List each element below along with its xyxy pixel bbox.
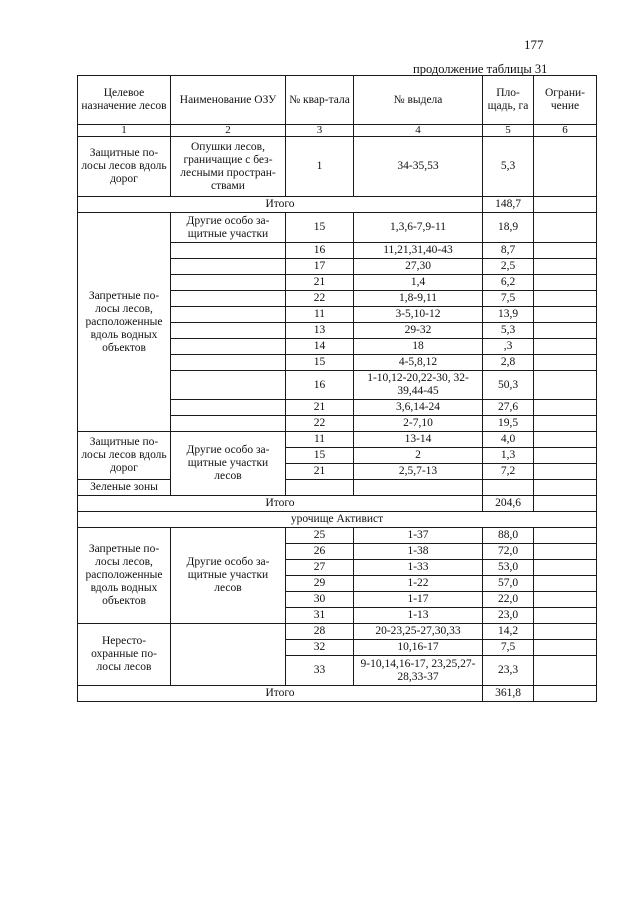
tract-name: урочище Активист	[78, 512, 597, 528]
ozu-cell	[171, 371, 286, 400]
vydel-cell: 1,4	[354, 275, 483, 291]
total-row	[78, 686, 597, 702]
restriction-cell	[534, 291, 597, 307]
area-cell: 8,7	[483, 243, 534, 259]
quarter-cell: 11	[286, 307, 354, 323]
table-header-row	[78, 76, 597, 125]
quarter-cell: 31	[286, 608, 354, 624]
vydel-cell: 1-17	[354, 592, 483, 608]
ozu-cell	[171, 259, 286, 275]
area-cell: 18,9	[483, 213, 534, 243]
vydel-cell: 18	[354, 339, 483, 355]
area-cell: 7,5	[483, 291, 534, 307]
ozu-cell: Другие особо за-щитные участки	[171, 213, 286, 243]
restriction-cell	[534, 686, 597, 702]
vydel-cell: 11,21,31,40-43	[354, 243, 483, 259]
area-cell: 53,0	[483, 560, 534, 576]
area-cell: 57,0	[483, 576, 534, 592]
area-cell: 88,0	[483, 528, 534, 544]
header-ozu: Наименование ОЗУ	[171, 76, 286, 125]
area-cell: 7,5	[483, 640, 534, 656]
restriction-cell	[534, 259, 597, 275]
ozu-cell: Опушки лесов, граничащие с без-лесными простран-ствами	[171, 137, 286, 197]
area-cell: 50,3	[483, 371, 534, 400]
restriction-cell	[534, 243, 597, 259]
quarter-cell: 21	[286, 400, 354, 416]
vydel-cell: 1,8-9,11	[354, 291, 483, 307]
area-cell: 23,3	[483, 656, 534, 686]
area-cell: 4,0	[483, 432, 534, 448]
purpose-cell: Защитные по-лосы лесов вдоль дорог	[78, 137, 171, 197]
purpose-cell: Защитные по-лосы лесов вдоль дорог	[78, 432, 171, 480]
vydel-cell: 20-23,25-27,30,33	[354, 624, 483, 640]
header-vydel: № выдела	[354, 76, 483, 125]
area-cell: 5,3	[483, 323, 534, 339]
tract-row	[78, 512, 597, 528]
vydel-cell: 2	[354, 448, 483, 464]
vydel-cell: 10,16-17	[354, 640, 483, 656]
restriction-cell	[534, 137, 597, 197]
page-number: 177	[524, 37, 544, 52]
quarter-cell: 1	[286, 137, 354, 197]
total-label: Итого	[78, 496, 483, 512]
ozu-cell	[171, 355, 286, 371]
quarter-cell: 15	[286, 448, 354, 464]
quarter-cell: 30	[286, 592, 354, 608]
ozu-cell: Другие особо за-щитные участки лесов	[171, 528, 286, 624]
restriction-cell	[534, 608, 597, 624]
restriction-cell	[534, 480, 597, 496]
vydel-cell: 1,3,6-7,9-11	[354, 213, 483, 243]
ozu-cell	[171, 243, 286, 259]
restriction-cell	[534, 416, 597, 432]
total-area: 361,8	[483, 686, 534, 702]
area-cell: 2,5	[483, 259, 534, 275]
vydel-cell: 29-32	[354, 323, 483, 339]
area-cell: 22,0	[483, 592, 534, 608]
area-cell: ,3	[483, 339, 534, 355]
column-number: 6	[534, 125, 597, 137]
restriction-cell	[534, 624, 597, 640]
header-restriction: Ограни-чение	[534, 76, 597, 125]
vydel-cell: 1-10,12-20,22-30, 32-39,44-45	[354, 371, 483, 400]
forest-zones-table	[77, 75, 597, 702]
table-row	[78, 213, 597, 243]
vydel-cell: 4-5,8,12	[354, 355, 483, 371]
vydel-cell: 27,30	[354, 259, 483, 275]
green-zones-label: Зеленые зоны	[78, 480, 171, 496]
header-purpose: Целевое назначение лесов	[78, 76, 171, 125]
restriction-cell	[534, 640, 597, 656]
column-number: 1	[78, 125, 171, 137]
area-cell: 14,2	[483, 624, 534, 640]
quarter-cell: 11	[286, 432, 354, 448]
column-number-row	[78, 125, 597, 137]
quarter-cell: 21	[286, 464, 354, 480]
table-row	[78, 624, 597, 640]
ozu-cell	[171, 291, 286, 307]
ozu-cell	[171, 400, 286, 416]
restriction-cell	[534, 355, 597, 371]
vydel-cell: 9-10,14,16-17, 23,25,27-28,33-37	[354, 656, 483, 686]
area-cell: 19,5	[483, 416, 534, 432]
ozu-cell	[171, 339, 286, 355]
vydel-cell	[354, 480, 483, 496]
restriction-cell	[534, 371, 597, 400]
area-cell: 13,9	[483, 307, 534, 323]
vydel-cell: 1-37	[354, 528, 483, 544]
restriction-cell	[534, 560, 597, 576]
total-label: Итого	[78, 686, 483, 702]
area-cell: 7,2	[483, 464, 534, 480]
ozu-cell	[171, 307, 286, 323]
ozu-cell	[171, 416, 286, 432]
restriction-cell	[534, 400, 597, 416]
quarter-cell: 33	[286, 656, 354, 686]
vydel-cell: 1-13	[354, 608, 483, 624]
quarter-cell: 28	[286, 624, 354, 640]
column-number: 3	[286, 125, 354, 137]
quarter-cell: 29	[286, 576, 354, 592]
quarter-cell: 14	[286, 339, 354, 355]
quarter-cell: 27	[286, 560, 354, 576]
total-area: 148,7	[483, 197, 534, 213]
table-continuation-label: продолжение таблицы 31	[413, 62, 548, 76]
purpose-cell: Запретные по-лосы лесов, расположенные вдоль водных объектов	[78, 528, 171, 624]
area-cell	[483, 480, 534, 496]
quarter-cell: 25	[286, 528, 354, 544]
table-row	[78, 480, 597, 496]
vydel-cell: 2-7,10	[354, 416, 483, 432]
restriction-cell	[534, 656, 597, 686]
quarter-cell: 17	[286, 259, 354, 275]
table-row	[78, 432, 597, 448]
area-cell: 72,0	[483, 544, 534, 560]
restriction-cell	[534, 339, 597, 355]
quarter-cell: 32	[286, 640, 354, 656]
vydel-cell: 2,5,7-13	[354, 464, 483, 480]
restriction-cell	[534, 448, 597, 464]
purpose-cell: Нересто-охранные по-лосы лесов	[78, 624, 171, 686]
restriction-cell	[534, 496, 597, 512]
restriction-cell	[534, 432, 597, 448]
restriction-cell	[534, 528, 597, 544]
quarter-cell: 16	[286, 371, 354, 400]
total-row	[78, 496, 597, 512]
ozu-cell: Другие особо за-щитные участки лесов	[171, 432, 286, 496]
header-area: Пло-щадь, га	[483, 76, 534, 125]
quarter-cell: 22	[286, 416, 354, 432]
quarter-cell	[286, 480, 354, 496]
vydel-cell: 1-38	[354, 544, 483, 560]
restriction-cell	[534, 544, 597, 560]
column-number: 5	[483, 125, 534, 137]
ozu-cell	[171, 323, 286, 339]
purpose-cell: Запретные по-лосы лесов, расположенные вдоль водных объектов	[78, 213, 171, 432]
vydel-cell: 3,6,14-24	[354, 400, 483, 416]
restriction-cell	[534, 307, 597, 323]
restriction-cell	[534, 213, 597, 243]
quarter-cell: 21	[286, 275, 354, 291]
vydel-cell: 1-33	[354, 560, 483, 576]
total-label: Итого	[78, 197, 483, 213]
area-cell: 2,8	[483, 355, 534, 371]
quarter-cell: 26	[286, 544, 354, 560]
area-cell: 6,2	[483, 275, 534, 291]
restriction-cell	[534, 275, 597, 291]
area-cell: 1,3	[483, 448, 534, 464]
column-number: 4	[354, 125, 483, 137]
vydel-cell: 34-35,53	[354, 137, 483, 197]
quarter-cell: 15	[286, 213, 354, 243]
quarter-cell: 22	[286, 291, 354, 307]
total-area: 204,6	[483, 496, 534, 512]
restriction-cell	[534, 464, 597, 480]
vydel-cell: 1-22	[354, 576, 483, 592]
header-quarter: № квар-тала	[286, 76, 354, 125]
column-number: 2	[171, 125, 286, 137]
area-cell: 5,3	[483, 137, 534, 197]
vydel-cell: 13-14	[354, 432, 483, 448]
ozu-cell	[171, 275, 286, 291]
quarter-cell: 15	[286, 355, 354, 371]
quarter-cell: 13	[286, 323, 354, 339]
restriction-cell	[534, 576, 597, 592]
quarter-cell: 16	[286, 243, 354, 259]
table-row	[78, 137, 597, 197]
area-cell: 23,0	[483, 608, 534, 624]
area-cell: 27,6	[483, 400, 534, 416]
restriction-cell	[534, 323, 597, 339]
ozu-cell	[171, 624, 286, 686]
vydel-cell: 3-5,10-12	[354, 307, 483, 323]
restriction-cell	[534, 592, 597, 608]
total-row	[78, 197, 597, 213]
restriction-cell	[534, 197, 597, 213]
table-row	[78, 528, 597, 544]
